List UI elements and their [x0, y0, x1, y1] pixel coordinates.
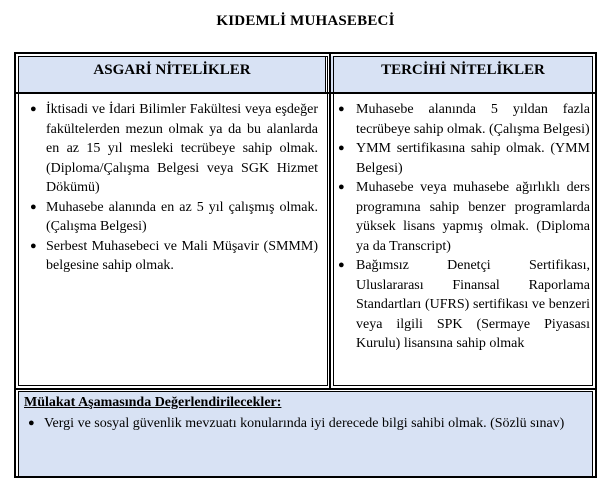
list-item	[24, 100, 318, 198]
minimum-list	[24, 100, 318, 276]
preferred-item-text: Bağımsız Denetçi Sertifikası, Uluslararası Finansal Raporlama Standartları (UFRS) sertifikası ve benzeri veya ilgili SPK (Sermaye Piyasası Kurulu) lisansına sahip olmak	[356, 258, 590, 351]
list-item	[24, 237, 318, 276]
bullet-icon: ●	[30, 200, 37, 213]
list-item	[334, 256, 590, 354]
bullet-icon: ●	[338, 259, 345, 271]
bullet-icon: ●	[338, 103, 345, 115]
list-item	[334, 100, 590, 139]
qualifications-table	[14, 52, 597, 478]
bullet-icon: ●	[28, 417, 35, 429]
bullet-icon: ●	[338, 181, 345, 193]
preferred-list	[334, 100, 590, 354]
preferred-item-text: Muhasebe alanında 5 yıldan fazla tecrübeye sahip olmak. (Çalışma Belgesi)	[356, 102, 590, 137]
list-item	[18, 414, 588, 434]
preferred-item-text: Muhasebe veya muhasebe ağırlıklı ders programına sahip benzer programlarda yüksek lisans yapmış olmak. (Diploma ya da Transcript)	[356, 180, 590, 254]
bullet-icon: ●	[30, 103, 37, 115]
bullet-icon: ●	[30, 239, 37, 252]
preferred-item-text: YMM sertifikasına sahip olmak. (YMM Belgesi)	[356, 141, 590, 176]
list-item	[24, 198, 318, 237]
minimum-heading: ASGARİ NİTELİKLER	[93, 62, 251, 78]
header-divider	[16, 92, 595, 94]
preferred-heading: TERCİHİ NİTELİKLER	[381, 62, 545, 78]
list-item	[334, 178, 590, 256]
minimum-item-text: İktisadi ve İdari Bilimler Fakültesi veya eşdeğer fakültelerden mezun olmak ya da bu alanlarda en az 15 yıl mesleki tecrübeye sahip olmak. (Diploma/Çalışma Belgesi veya SGK Hizmet Dökümü)	[46, 102, 318, 195]
list-item	[334, 139, 590, 178]
minimum-item-text: Muhasebe alanında en az 5 yıl çalışmış olmak. (Çalışma Belgesi)	[46, 199, 318, 234]
interview-item-text: Vergi ve sosyal güvenlik mevzuatı konularında iyi derecede bilgi sahibi olmak. (Sözlü sınav)	[44, 416, 565, 431]
interview-heading: Mülakat Aşamasında Değerlendirilecekler:	[24, 395, 282, 410]
minimum-item-text: Serbest Muhasebeci ve Mali Müşavir (SMMM) belgesine sahip olmak.	[46, 238, 318, 273]
page-title: KIDEMLİ MUHASEBECİ	[216, 13, 395, 29]
bullet-icon: ●	[338, 142, 345, 154]
interview-list	[18, 414, 588, 434]
column-divider	[329, 54, 331, 390]
section-divider	[16, 388, 595, 390]
